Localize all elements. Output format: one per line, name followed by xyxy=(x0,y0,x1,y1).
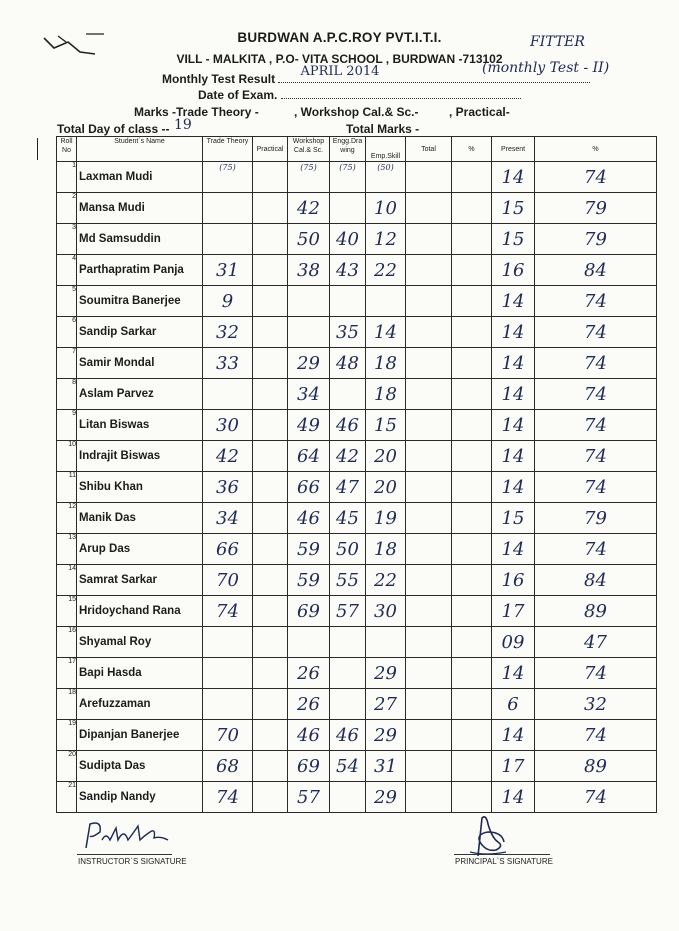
cell-total xyxy=(406,379,452,410)
student-name: Mansa Mudi xyxy=(77,193,203,224)
cell-present: 14 xyxy=(492,162,535,193)
cell-pct2: 74 xyxy=(535,162,657,193)
cell-present: 14 xyxy=(492,379,535,410)
cell-practical xyxy=(253,379,288,410)
cell-practical xyxy=(253,565,288,596)
cell-trade-theory: 34 xyxy=(203,503,253,534)
cell-emp: 29 xyxy=(366,658,406,689)
cell-total xyxy=(406,224,452,255)
cell-total xyxy=(406,627,452,658)
col-trade-theory: Trade Theory xyxy=(203,137,253,162)
table-row xyxy=(57,689,657,720)
cell-pct2: 74 xyxy=(535,441,657,472)
cell-emp: 18 xyxy=(366,534,406,565)
roll-number: 3 xyxy=(57,224,77,255)
student-name: Litan Biswas xyxy=(77,410,203,441)
table-row xyxy=(57,472,657,503)
col-total: Total xyxy=(406,137,452,162)
table-row xyxy=(57,441,657,472)
cell-practical xyxy=(253,286,288,317)
roll-number: 18 xyxy=(57,689,77,720)
student-name: Arefuzzaman xyxy=(77,689,203,720)
student-name: Samir Mondal xyxy=(77,348,203,379)
cell-pct1 xyxy=(452,255,492,286)
cell-pct1 xyxy=(452,534,492,565)
cell-workshop: 69 xyxy=(288,751,330,782)
cell-emp xyxy=(366,286,406,317)
cell-present: 09 xyxy=(492,627,535,658)
total-days-label: Total Day of class -- xyxy=(57,122,170,136)
cell-workshop: 66 xyxy=(288,472,330,503)
cell-pct2: 74 xyxy=(535,782,657,813)
cell-trade-theory xyxy=(203,193,253,224)
table-row xyxy=(57,379,657,410)
cell-trade-theory: 9 xyxy=(203,286,253,317)
cell-workshop: 26 xyxy=(288,689,330,720)
table-row xyxy=(57,627,657,658)
cell-trade-theory: 31 xyxy=(203,255,253,286)
cell-emp xyxy=(366,627,406,658)
cell-engg xyxy=(330,689,366,720)
cell-total xyxy=(406,441,452,472)
trade-note: FITTER xyxy=(530,34,585,50)
cell-pct2: 84 xyxy=(535,565,657,596)
student-name: Manik Das xyxy=(77,503,203,534)
cell-workshop: 46 xyxy=(288,503,330,534)
cell-practical xyxy=(253,503,288,534)
cell-trade-theory xyxy=(203,162,253,193)
roll-number: 13 xyxy=(57,534,77,565)
cell-practical xyxy=(253,472,288,503)
student-name: Md Samsuddin xyxy=(77,224,203,255)
cell-pct1 xyxy=(452,503,492,534)
cell-pct1 xyxy=(452,720,492,751)
cell-workshop xyxy=(288,317,330,348)
cell-present: 17 xyxy=(492,596,535,627)
col-engg: Engg.Dra wing xyxy=(330,137,366,162)
cell-pct2: 74 xyxy=(535,317,657,348)
cell-practical xyxy=(253,720,288,751)
max-marks-emp: (50) xyxy=(377,163,394,172)
student-name: Arup Das xyxy=(77,534,203,565)
student-name: Indrajit Biswas xyxy=(77,441,203,472)
table-row xyxy=(57,410,657,441)
cell-present: 15 xyxy=(492,224,535,255)
cell-practical xyxy=(253,193,288,224)
table-row xyxy=(57,565,657,596)
marks-label-trade: Marks -Trade Theory - xyxy=(134,105,259,119)
roll-number: 19 xyxy=(57,720,77,751)
cell-emp: 20 xyxy=(366,441,406,472)
cell-pct1 xyxy=(452,689,492,720)
cell-total xyxy=(406,782,452,813)
cell-emp: 22 xyxy=(366,565,406,596)
table-row xyxy=(57,286,657,317)
table-row xyxy=(57,782,657,813)
cell-trade-theory: 74 xyxy=(203,782,253,813)
student-name: Samrat Sarkar xyxy=(77,565,203,596)
date-line xyxy=(198,88,521,102)
result-value: APRIL 2014 xyxy=(300,64,380,79)
student-name: Sandip Nandy xyxy=(77,782,203,813)
student-name: Parthapratim Panja xyxy=(77,255,203,286)
roll-number: 20 xyxy=(57,751,77,782)
table-row xyxy=(57,224,657,255)
cell-workshop: 26 xyxy=(288,658,330,689)
table-header-row xyxy=(57,137,657,162)
table-row xyxy=(57,751,657,782)
cell-pct1 xyxy=(452,162,492,193)
cell-present: 15 xyxy=(492,193,535,224)
col-emp: Emp.Skill xyxy=(366,137,406,162)
cell-engg: 47 xyxy=(330,472,366,503)
cell-trade-theory: 36 xyxy=(203,472,253,503)
cell-emp: 29 xyxy=(366,782,406,813)
roll-number: 11 xyxy=(57,472,77,503)
cell-present: 17 xyxy=(492,751,535,782)
principal-sign-line xyxy=(454,854,550,855)
cell-total xyxy=(406,596,452,627)
cell-engg: 50 xyxy=(330,534,366,565)
student-name: Sandip Sarkar xyxy=(77,317,203,348)
cell-pct1 xyxy=(452,224,492,255)
cell-workshop: 38 xyxy=(288,255,330,286)
cell-pct2: 47 xyxy=(535,627,657,658)
cell-engg xyxy=(330,379,366,410)
cell-pct1 xyxy=(452,286,492,317)
cell-engg: 48 xyxy=(330,348,366,379)
cell-practical xyxy=(253,751,288,782)
cell-workshop: 50 xyxy=(288,224,330,255)
cell-emp: 29 xyxy=(366,720,406,751)
student-name: Sudipta Das xyxy=(77,751,203,782)
marks-label-workshop: , Workshop Cal.& Sc.- xyxy=(294,105,419,119)
cell-pct2: 32 xyxy=(535,689,657,720)
margin-mark xyxy=(37,138,38,160)
cell-workshop: 64 xyxy=(288,441,330,472)
total-days-value: 19 xyxy=(174,117,192,133)
cell-trade-theory: 32 xyxy=(203,317,253,348)
cell-emp: 18 xyxy=(366,348,406,379)
roll-number: 4 xyxy=(57,255,77,286)
cell-workshop xyxy=(288,162,330,193)
cell-practical xyxy=(253,317,288,348)
cell-trade-theory: 74 xyxy=(203,596,253,627)
cell-trade-theory xyxy=(203,689,253,720)
roll-number: 8 xyxy=(57,379,77,410)
cell-trade-theory xyxy=(203,627,253,658)
cell-emp: 31 xyxy=(366,751,406,782)
student-name: Laxman Mudi xyxy=(77,162,203,193)
date-dots xyxy=(281,88,521,99)
col-pct2: % xyxy=(535,137,657,162)
cell-pct2: 74 xyxy=(535,348,657,379)
cell-workshop: 34 xyxy=(288,379,330,410)
cell-total xyxy=(406,658,452,689)
table-row xyxy=(57,255,657,286)
roll-number: 10 xyxy=(57,441,77,472)
cell-practical xyxy=(253,782,288,813)
cell-engg: 46 xyxy=(330,720,366,751)
cell-engg xyxy=(330,782,366,813)
max-marks-engg: (75) xyxy=(339,163,356,172)
cell-trade-theory xyxy=(203,658,253,689)
cell-pct1 xyxy=(452,472,492,503)
cell-present: 16 xyxy=(492,255,535,286)
cell-pct1 xyxy=(452,410,492,441)
cell-practical xyxy=(253,627,288,658)
student-name: Hridoychand Rana xyxy=(77,596,203,627)
cell-practical xyxy=(253,255,288,286)
cell-workshop: 69 xyxy=(288,596,330,627)
result-label: Monthly Test Result xyxy=(162,72,276,86)
cell-emp: 27 xyxy=(366,689,406,720)
cell-engg: 54 xyxy=(330,751,366,782)
cell-pct2: 79 xyxy=(535,224,657,255)
col-roll: Roll No xyxy=(57,137,77,162)
cell-pct1 xyxy=(452,782,492,813)
cell-pct2: 89 xyxy=(535,751,657,782)
cell-present: 16 xyxy=(492,565,535,596)
cell-trade-theory: 70 xyxy=(203,565,253,596)
cell-workshop: 59 xyxy=(288,565,330,596)
cell-engg: 55 xyxy=(330,565,366,596)
cell-workshop: 59 xyxy=(288,534,330,565)
cell-present: 14 xyxy=(492,410,535,441)
student-name: Bapi Hasda xyxy=(77,658,203,689)
col-practical: Practical xyxy=(253,137,288,162)
col-pct1: % xyxy=(452,137,492,162)
cell-emp: 20 xyxy=(366,472,406,503)
cell-engg: 46 xyxy=(330,410,366,441)
cell-pct1 xyxy=(452,193,492,224)
max-marks-workshop: (75) xyxy=(300,163,317,172)
cell-present: 14 xyxy=(492,441,535,472)
institute-address: VILL - MALKITA , P.O- VITA SCHOOL , BURDWAN -713102 xyxy=(176,52,503,66)
roll-number: 12 xyxy=(57,503,77,534)
cell-engg: 40 xyxy=(330,224,366,255)
col-name: Student`s Name xyxy=(77,137,203,162)
cell-present: 14 xyxy=(492,317,535,348)
cell-pct2: 74 xyxy=(535,379,657,410)
roll-number: 21 xyxy=(57,782,77,813)
cell-emp: 10 xyxy=(366,193,406,224)
cell-workshop: 29 xyxy=(288,348,330,379)
cell-total xyxy=(406,565,452,596)
student-name: Shibu Khan xyxy=(77,472,203,503)
cell-emp: 30 xyxy=(366,596,406,627)
table-row xyxy=(57,317,657,348)
instructor-signature-icon xyxy=(80,818,180,854)
cell-workshop: 46 xyxy=(288,720,330,751)
table-row xyxy=(57,162,657,193)
principal-signature-label: PRINCIPAL`S SIGNATURE xyxy=(455,857,553,866)
cell-total xyxy=(406,317,452,348)
instructor-sign-line xyxy=(77,854,172,855)
cell-engg: 43 xyxy=(330,255,366,286)
roll-number: 17 xyxy=(57,658,77,689)
cell-practical xyxy=(253,441,288,472)
cell-pct2: 89 xyxy=(535,596,657,627)
cell-engg xyxy=(330,162,366,193)
cell-emp: 12 xyxy=(366,224,406,255)
cell-engg xyxy=(330,627,366,658)
instructor-signature-label: INSTRUCTOR`S SIGNATURE xyxy=(78,857,187,866)
cell-trade-theory: 30 xyxy=(203,410,253,441)
cell-emp: 19 xyxy=(366,503,406,534)
marks-table xyxy=(56,136,657,813)
table-row xyxy=(57,534,657,565)
cell-engg: 45 xyxy=(330,503,366,534)
cell-practical xyxy=(253,162,288,193)
student-name: Soumitra Banerjee xyxy=(77,286,203,317)
cell-total xyxy=(406,503,452,534)
cell-trade-theory: 42 xyxy=(203,441,253,472)
cell-engg xyxy=(330,286,366,317)
roll-number: 15 xyxy=(57,596,77,627)
cell-pct2: 84 xyxy=(535,255,657,286)
cell-practical xyxy=(253,224,288,255)
cell-pct2: 74 xyxy=(535,286,657,317)
date-label: Date of Exam. xyxy=(198,88,278,102)
cell-total xyxy=(406,193,452,224)
cell-engg: 35 xyxy=(330,317,366,348)
cell-pct2: 79 xyxy=(535,193,657,224)
cell-pct1 xyxy=(452,596,492,627)
roll-number: 9 xyxy=(57,410,77,441)
cell-practical xyxy=(253,596,288,627)
max-marks-trade-theory: (75) xyxy=(219,163,236,172)
cell-emp: 18 xyxy=(366,379,406,410)
cell-engg xyxy=(330,193,366,224)
cell-practical xyxy=(253,348,288,379)
cell-pct1 xyxy=(452,751,492,782)
cell-trade-theory xyxy=(203,224,253,255)
table-row xyxy=(57,720,657,751)
cell-total xyxy=(406,162,452,193)
principal-signature-icon xyxy=(458,812,518,860)
cell-trade-theory: 33 xyxy=(203,348,253,379)
cell-total xyxy=(406,720,452,751)
cell-total xyxy=(406,255,452,286)
cell-workshop: 42 xyxy=(288,193,330,224)
cell-pct1 xyxy=(452,317,492,348)
total-marks-label: Total Marks - xyxy=(346,122,420,136)
cell-pct1 xyxy=(452,627,492,658)
cell-total xyxy=(406,410,452,441)
roll-number: 6 xyxy=(57,317,77,348)
roll-number: 2 xyxy=(57,193,77,224)
cell-pct2: 79 xyxy=(535,503,657,534)
cell-emp: 22 xyxy=(366,255,406,286)
test-note: (monthly Test - II) xyxy=(482,60,610,76)
cell-workshop xyxy=(288,627,330,658)
col-workshop: Workshop Cal.& Sc. xyxy=(288,137,330,162)
cell-pct2: 74 xyxy=(535,720,657,751)
roll-number: 7 xyxy=(57,348,77,379)
cell-total xyxy=(406,348,452,379)
cell-total xyxy=(406,534,452,565)
cell-present: 14 xyxy=(492,658,535,689)
cell-present: 14 xyxy=(492,472,535,503)
cell-emp xyxy=(366,162,406,193)
cell-trade-theory: 70 xyxy=(203,720,253,751)
cell-emp: 14 xyxy=(366,317,406,348)
student-name: Aslam Parvez xyxy=(77,379,203,410)
cell-engg: 57 xyxy=(330,596,366,627)
cell-present: 14 xyxy=(492,286,535,317)
cell-pct2: 74 xyxy=(535,534,657,565)
table-row xyxy=(57,596,657,627)
col-present: Present xyxy=(492,137,535,162)
cell-workshop: 49 xyxy=(288,410,330,441)
cell-engg: 42 xyxy=(330,441,366,472)
cell-emp: 15 xyxy=(366,410,406,441)
cell-trade-theory: 68 xyxy=(203,751,253,782)
table-row xyxy=(57,503,657,534)
cell-pct2: 74 xyxy=(535,472,657,503)
cell-practical xyxy=(253,534,288,565)
cell-pct1 xyxy=(452,658,492,689)
cell-present: 6 xyxy=(492,689,535,720)
table-row xyxy=(57,348,657,379)
cell-present: 14 xyxy=(492,720,535,751)
cell-trade-theory xyxy=(203,379,253,410)
table-row xyxy=(57,658,657,689)
cell-pct1 xyxy=(452,565,492,596)
cell-pct1 xyxy=(452,441,492,472)
cell-pct2: 74 xyxy=(535,658,657,689)
marks-label-practical: , Practical- xyxy=(449,105,510,119)
cell-pct1 xyxy=(452,379,492,410)
cell-pct1 xyxy=(452,348,492,379)
cell-workshop xyxy=(288,286,330,317)
cell-present: 14 xyxy=(492,534,535,565)
cell-trade-theory: 66 xyxy=(203,534,253,565)
cell-present: 15 xyxy=(492,503,535,534)
cell-total xyxy=(406,472,452,503)
roll-number: 14 xyxy=(57,565,77,596)
cell-total xyxy=(406,689,452,720)
cell-practical xyxy=(253,410,288,441)
student-name: Shyamal Roy xyxy=(77,627,203,658)
cell-practical xyxy=(253,689,288,720)
institute-name: BURDWAN A.P.C.ROY PVT.I.T.I. xyxy=(237,30,442,45)
roll-number: 16 xyxy=(57,627,77,658)
cell-workshop: 57 xyxy=(288,782,330,813)
cell-practical xyxy=(253,658,288,689)
roll-number: 1 xyxy=(57,162,77,193)
cell-total xyxy=(406,751,452,782)
cell-engg xyxy=(330,658,366,689)
roll-number: 5 xyxy=(57,286,77,317)
cell-present: 14 xyxy=(492,348,535,379)
student-name: Dipanjan Banerjee xyxy=(77,720,203,751)
table-row xyxy=(57,193,657,224)
cell-present: 14 xyxy=(492,782,535,813)
cell-pct2: 74 xyxy=(535,410,657,441)
cell-total xyxy=(406,286,452,317)
